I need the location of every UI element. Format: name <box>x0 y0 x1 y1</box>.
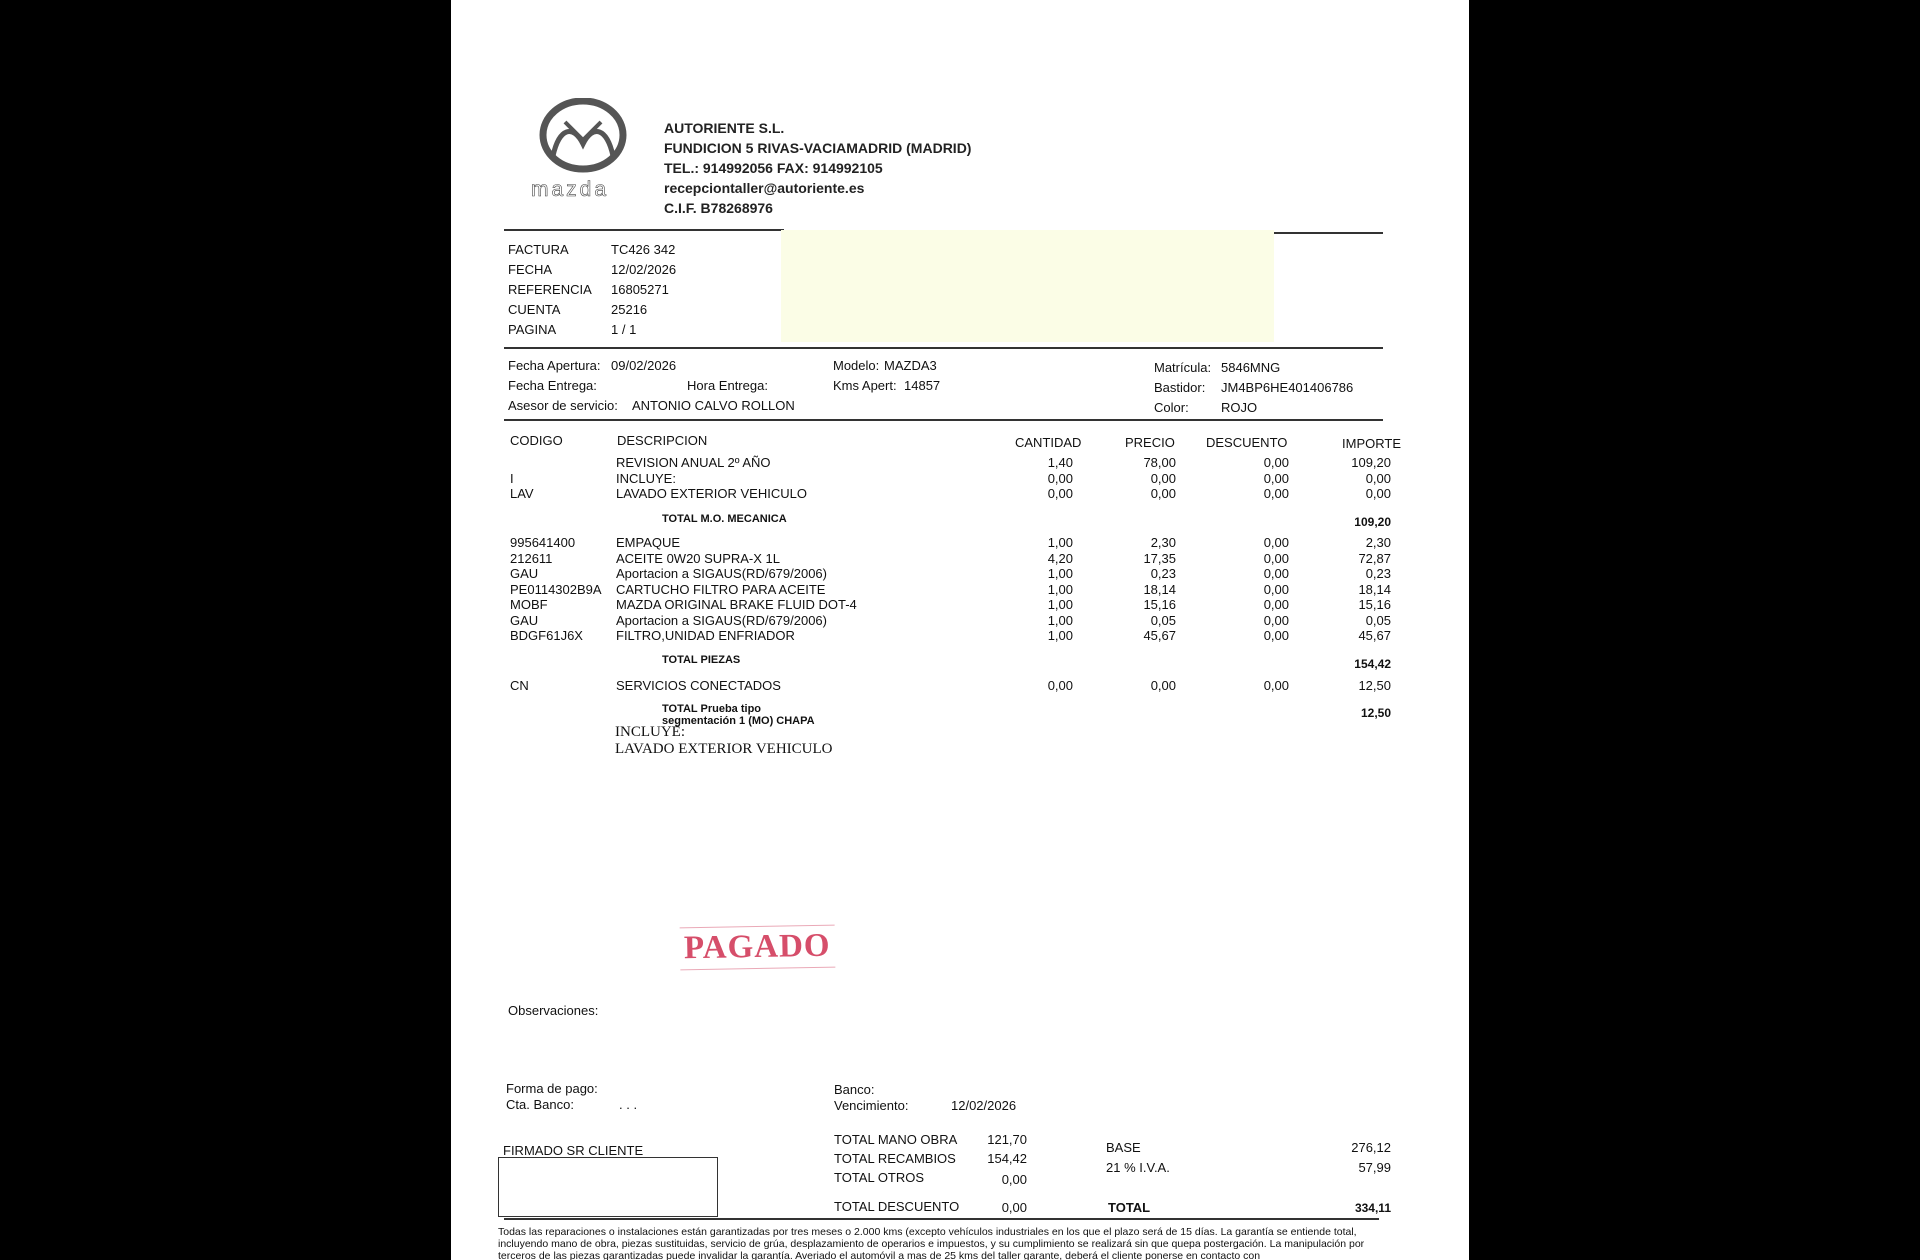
labor-row-descuento: 0,00 <box>1263 486 1289 501</box>
service-total-label2: segmentación 1 (MO) CHAPA <box>662 715 815 727</box>
cta-banco-label: Cta. Banco: <box>506 1097 574 1112</box>
service-total-value: 12,50 <box>1360 706 1391 720</box>
col-descripcion: DESCRIPCION <box>617 433 708 448</box>
labor-total-value: 109,20 <box>1354 515 1391 529</box>
mazda-logo-icon <box>537 98 633 174</box>
parts-row-descripcion: FILTRO,UNIDAD ENFRIADOR <box>616 628 795 643</box>
descuento-label: TOTAL DESCUENTO <box>834 1199 960 1214</box>
col-codigo: CODIGO <box>510 433 563 448</box>
parts-row-codigo: GAU <box>510 566 539 581</box>
recambios-value: 154,42 <box>987 1151 1027 1166</box>
company-address: FUNDICION 5 RIVAS-VACIAMADRID (MADRID) <box>664 140 972 156</box>
parts-row-descuento: 0,00 <box>1263 550 1289 566</box>
parts-total-label: TOTAL PIEZAS <box>662 654 741 666</box>
labor-total-label: TOTAL M.O. MECANICA <box>662 513 787 525</box>
kms-value: 14857 <box>904 378 941 393</box>
parts-row-importe: 18,14 <box>1358 581 1391 597</box>
modelo-value: MAZDA3 <box>884 358 937 373</box>
labor-row-descripcion: REVISION ANUAL 2º AÑO <box>616 455 771 470</box>
parts-row-descuento: 0,00 <box>1263 535 1289 550</box>
modelo-label: Modelo: <box>833 358 880 373</box>
service-total-label1: TOTAL Prueba tipo <box>662 703 762 715</box>
divider <box>504 419 1383 421</box>
otros-label: TOTAL OTROS <box>834 1170 925 1185</box>
divider <box>504 347 1383 349</box>
parts-row-importe: 15,16 <box>1358 597 1391 612</box>
parts-row-cantidad: 1,00 <box>1047 612 1073 628</box>
parts-row-codigo: PE0114302B9A <box>510 581 602 597</box>
asesor-label: Asesor de servicio: <box>508 398 618 413</box>
service-row-descripcion: SERVICIOS CONECTADOS <box>616 678 781 693</box>
factura-label: FACTURA <box>508 242 569 257</box>
parts-row-descuento: 0,00 <box>1263 612 1289 628</box>
invoice-page <box>451 0 1469 1260</box>
base-label: BASE <box>1106 1140 1141 1155</box>
matricula-label: Matrícula: <box>1154 360 1212 375</box>
labor-row-precio: 0,00 <box>1150 470 1176 486</box>
company-cif: C.I.F. B78268976 <box>664 200 773 216</box>
fecha-label: FECHA <box>508 262 553 277</box>
parts-row-codigo: MOBF <box>510 597 548 612</box>
note-line1: INCLUYE: <box>615 724 685 740</box>
bastidor-label: Bastidor: <box>1154 380 1206 395</box>
labor-row-importe: 109,20 <box>1351 455 1391 470</box>
parts-row-precio: 2,30 <box>1150 535 1176 550</box>
matricula-value: 5846MNG <box>1221 360 1281 375</box>
parts-row-importe: 72,87 <box>1358 550 1391 566</box>
recambios-label: TOTAL RECAMBIOS <box>834 1151 956 1166</box>
divider <box>1271 232 1383 234</box>
banco-label: Banco: <box>834 1082 875 1097</box>
pagina-label: PAGINA <box>508 322 557 337</box>
labor-row-cantidad: 1,40 <box>1047 455 1073 470</box>
parts-row-descripcion: ACEITE 0W20 SUPRA-X 1L <box>616 550 780 566</box>
cuenta-label: CUENTA <box>508 302 561 317</box>
otros-value: 0,00 <box>1001 1172 1027 1187</box>
vencimiento-label: Vencimiento: <box>834 1098 909 1113</box>
labor-row-descuento: 0,00 <box>1263 455 1289 470</box>
col-cantidad: CANTIDAD <box>1015 435 1082 450</box>
col-precio: PRECIO <box>1125 435 1175 450</box>
labor-row-cantidad: 0,00 <box>1047 486 1073 501</box>
parts-row-cantidad: 1,00 <box>1047 581 1073 597</box>
total-value: 334,11 <box>1354 1201 1391 1215</box>
entrega-label: Fecha Entrega: <box>508 378 597 393</box>
iva-label: 21 % I.V.A. <box>1106 1160 1170 1175</box>
parts-row-descripcion: MAZDA ORIGINAL BRAKE FLUID DOT-4 <box>616 597 857 612</box>
iva-value: 57,99 <box>1358 1160 1391 1175</box>
parts-row-codigo: BDGF61J6X <box>510 628 583 643</box>
signature-box <box>498 1157 718 1217</box>
parts-row-cantidad: 1,00 <box>1047 597 1073 612</box>
labor-row-precio: 78,00 <box>1143 455 1176 470</box>
apertura-value: 09/02/2026 <box>611 358 677 373</box>
total-label: TOTAL <box>1108 1200 1151 1215</box>
pagina-value: 1 / 1 <box>611 322 637 337</box>
observaciones-label: Observaciones: <box>508 1003 599 1018</box>
signature-label: FIRMADO SR CLIENTE <box>503 1143 644 1158</box>
parts-row-descuento: 0,00 <box>1263 597 1289 612</box>
parts-row-descripcion: Aportacion a SIGAUS(RD/679/2006) <box>616 612 827 628</box>
parts-row-codigo: 212611 <box>510 550 553 566</box>
labor-row-descripcion: INCLUYE: <box>616 470 676 486</box>
factura-value: TC426 342 <box>611 242 676 257</box>
parts-row-precio: 15,16 <box>1143 597 1176 612</box>
company-email: recepciontaller@autoriente.es <box>664 180 865 196</box>
col-importe: IMPORTE <box>1342 436 1401 451</box>
company-phone: TEL.: 914992056 FAX: 914992105 <box>664 160 883 176</box>
descuento-value: 0,00 <box>1001 1200 1027 1215</box>
parts-row-cantidad: 1,00 <box>1047 566 1073 581</box>
labor-row-codigo: LAV <box>510 486 534 501</box>
note-line2: LAVADO EXTERIOR VEHICULO <box>615 741 833 757</box>
labor-row-descuento: 0,00 <box>1263 470 1289 486</box>
divider <box>504 1218 1379 1220</box>
col-descuento: DESCUENTO <box>1206 435 1288 450</box>
labor-row-codigo: I <box>510 470 514 486</box>
asesor-value: ANTONIO CALVO ROLLON <box>632 398 795 413</box>
parts-row-codigo: GAU <box>510 612 539 628</box>
labor-row-precio: 0,00 <box>1150 486 1176 501</box>
labor-row-importe: 0,00 <box>1365 486 1391 501</box>
fecha-value: 12/02/2026 <box>611 262 677 277</box>
forma-pago-label: Forma de pago: <box>506 1081 598 1096</box>
vencimiento-value: 12/02/2026 <box>951 1098 1017 1113</box>
parts-row-cantidad: 4,20 <box>1047 550 1073 566</box>
labor-row-descripcion: LAVADO EXTERIOR VEHICULO <box>616 486 807 501</box>
base-value: 276,12 <box>1351 1140 1391 1155</box>
parts-row-descripcion: CARTUCHO FILTRO PARA ACEITE <box>616 581 826 597</box>
service-row-importe: 12,50 <box>1358 678 1391 693</box>
parts-row-descripcion: EMPAQUE <box>616 535 681 550</box>
parts-row-cantidad: 1,00 <box>1047 628 1073 643</box>
cuenta-value: 25216 <box>611 302 648 317</box>
divider <box>504 229 784 231</box>
service-row-precio: 0,00 <box>1150 678 1176 693</box>
parts-row-precio: 0,05 <box>1150 612 1176 628</box>
mazda-wordmark: mazda <box>531 178 610 201</box>
labor-row-cantidad: 0,00 <box>1047 470 1073 486</box>
hora-label: Hora Entrega: <box>687 378 768 393</box>
apertura-label: Fecha Apertura: <box>508 358 601 373</box>
parts-row-importe: 45,67 <box>1358 628 1391 643</box>
parts-row-precio: 0,23 <box>1150 566 1176 581</box>
parts-row-precio: 45,67 <box>1143 628 1176 643</box>
parts-row-descuento: 0,00 <box>1263 628 1289 643</box>
parts-row-importe: 0,23 <box>1365 566 1391 581</box>
redacted-area <box>781 230 1274 342</box>
parts-row-precio: 18,14 <box>1143 581 1176 597</box>
parts-row-cantidad: 1,00 <box>1047 535 1073 550</box>
referencia-value: 16805271 <box>611 282 669 297</box>
company-name: AUTORIENTE S.L. <box>664 120 785 136</box>
mano-obra-label: TOTAL MANO OBRA <box>834 1132 958 1147</box>
parts-total-value: 154,42 <box>1354 657 1391 671</box>
paid-stamp: PAGADO <box>680 925 835 971</box>
bastidor-value: JM4BP6HE401406786 <box>1221 380 1354 395</box>
parts-row-codigo: 995641400 <box>510 535 576 550</box>
parts-row-importe: 0,05 <box>1365 612 1391 628</box>
color-label: Color: <box>1154 400 1189 415</box>
parts-row-descuento: 0,00 <box>1263 581 1289 597</box>
labor-row-importe: 0,00 <box>1365 470 1391 486</box>
service-row-cantidad: 0,00 <box>1047 678 1073 693</box>
kms-label: Kms Apert: <box>833 378 897 393</box>
mano-obra-value: 121,70 <box>987 1132 1027 1147</box>
parts-row-precio: 17,35 <box>1143 550 1176 566</box>
color-value: ROJO <box>1221 400 1258 415</box>
service-row-codigo: CN <box>510 678 529 693</box>
cta-banco-value: . . . <box>619 1097 638 1112</box>
parts-row-descuento: 0,00 <box>1263 566 1289 581</box>
warranty-footer: Todas las reparaciones o instalaciones están garantizadas por tres meses o 2.000 kms (excepto vehículos industriales en los que el plazo será de 15 días. La garantía se entiende total, incluyendo mano de obra, piezas sustituidas, servicio de grúa, desplazamiento de operarios e impuestos, y su cumplimiento se realizará sin que quepa postergación. La manipulación por terceros de las piezas garantizadas puede invalidar la garantía. Averiado el automóvil a mas de 25 kms del taller garante, deberá el cliente ponerse en contacto con <box>498 1226 1365 1260</box>
parts-row-importe: 2,30 <box>1365 535 1391 550</box>
referencia-label: REFERENCIA <box>508 282 592 297</box>
parts-row-descripcion: Aportacion a SIGAUS(RD/679/2006) <box>616 566 827 581</box>
service-row-descuento: 0,00 <box>1263 678 1289 693</box>
